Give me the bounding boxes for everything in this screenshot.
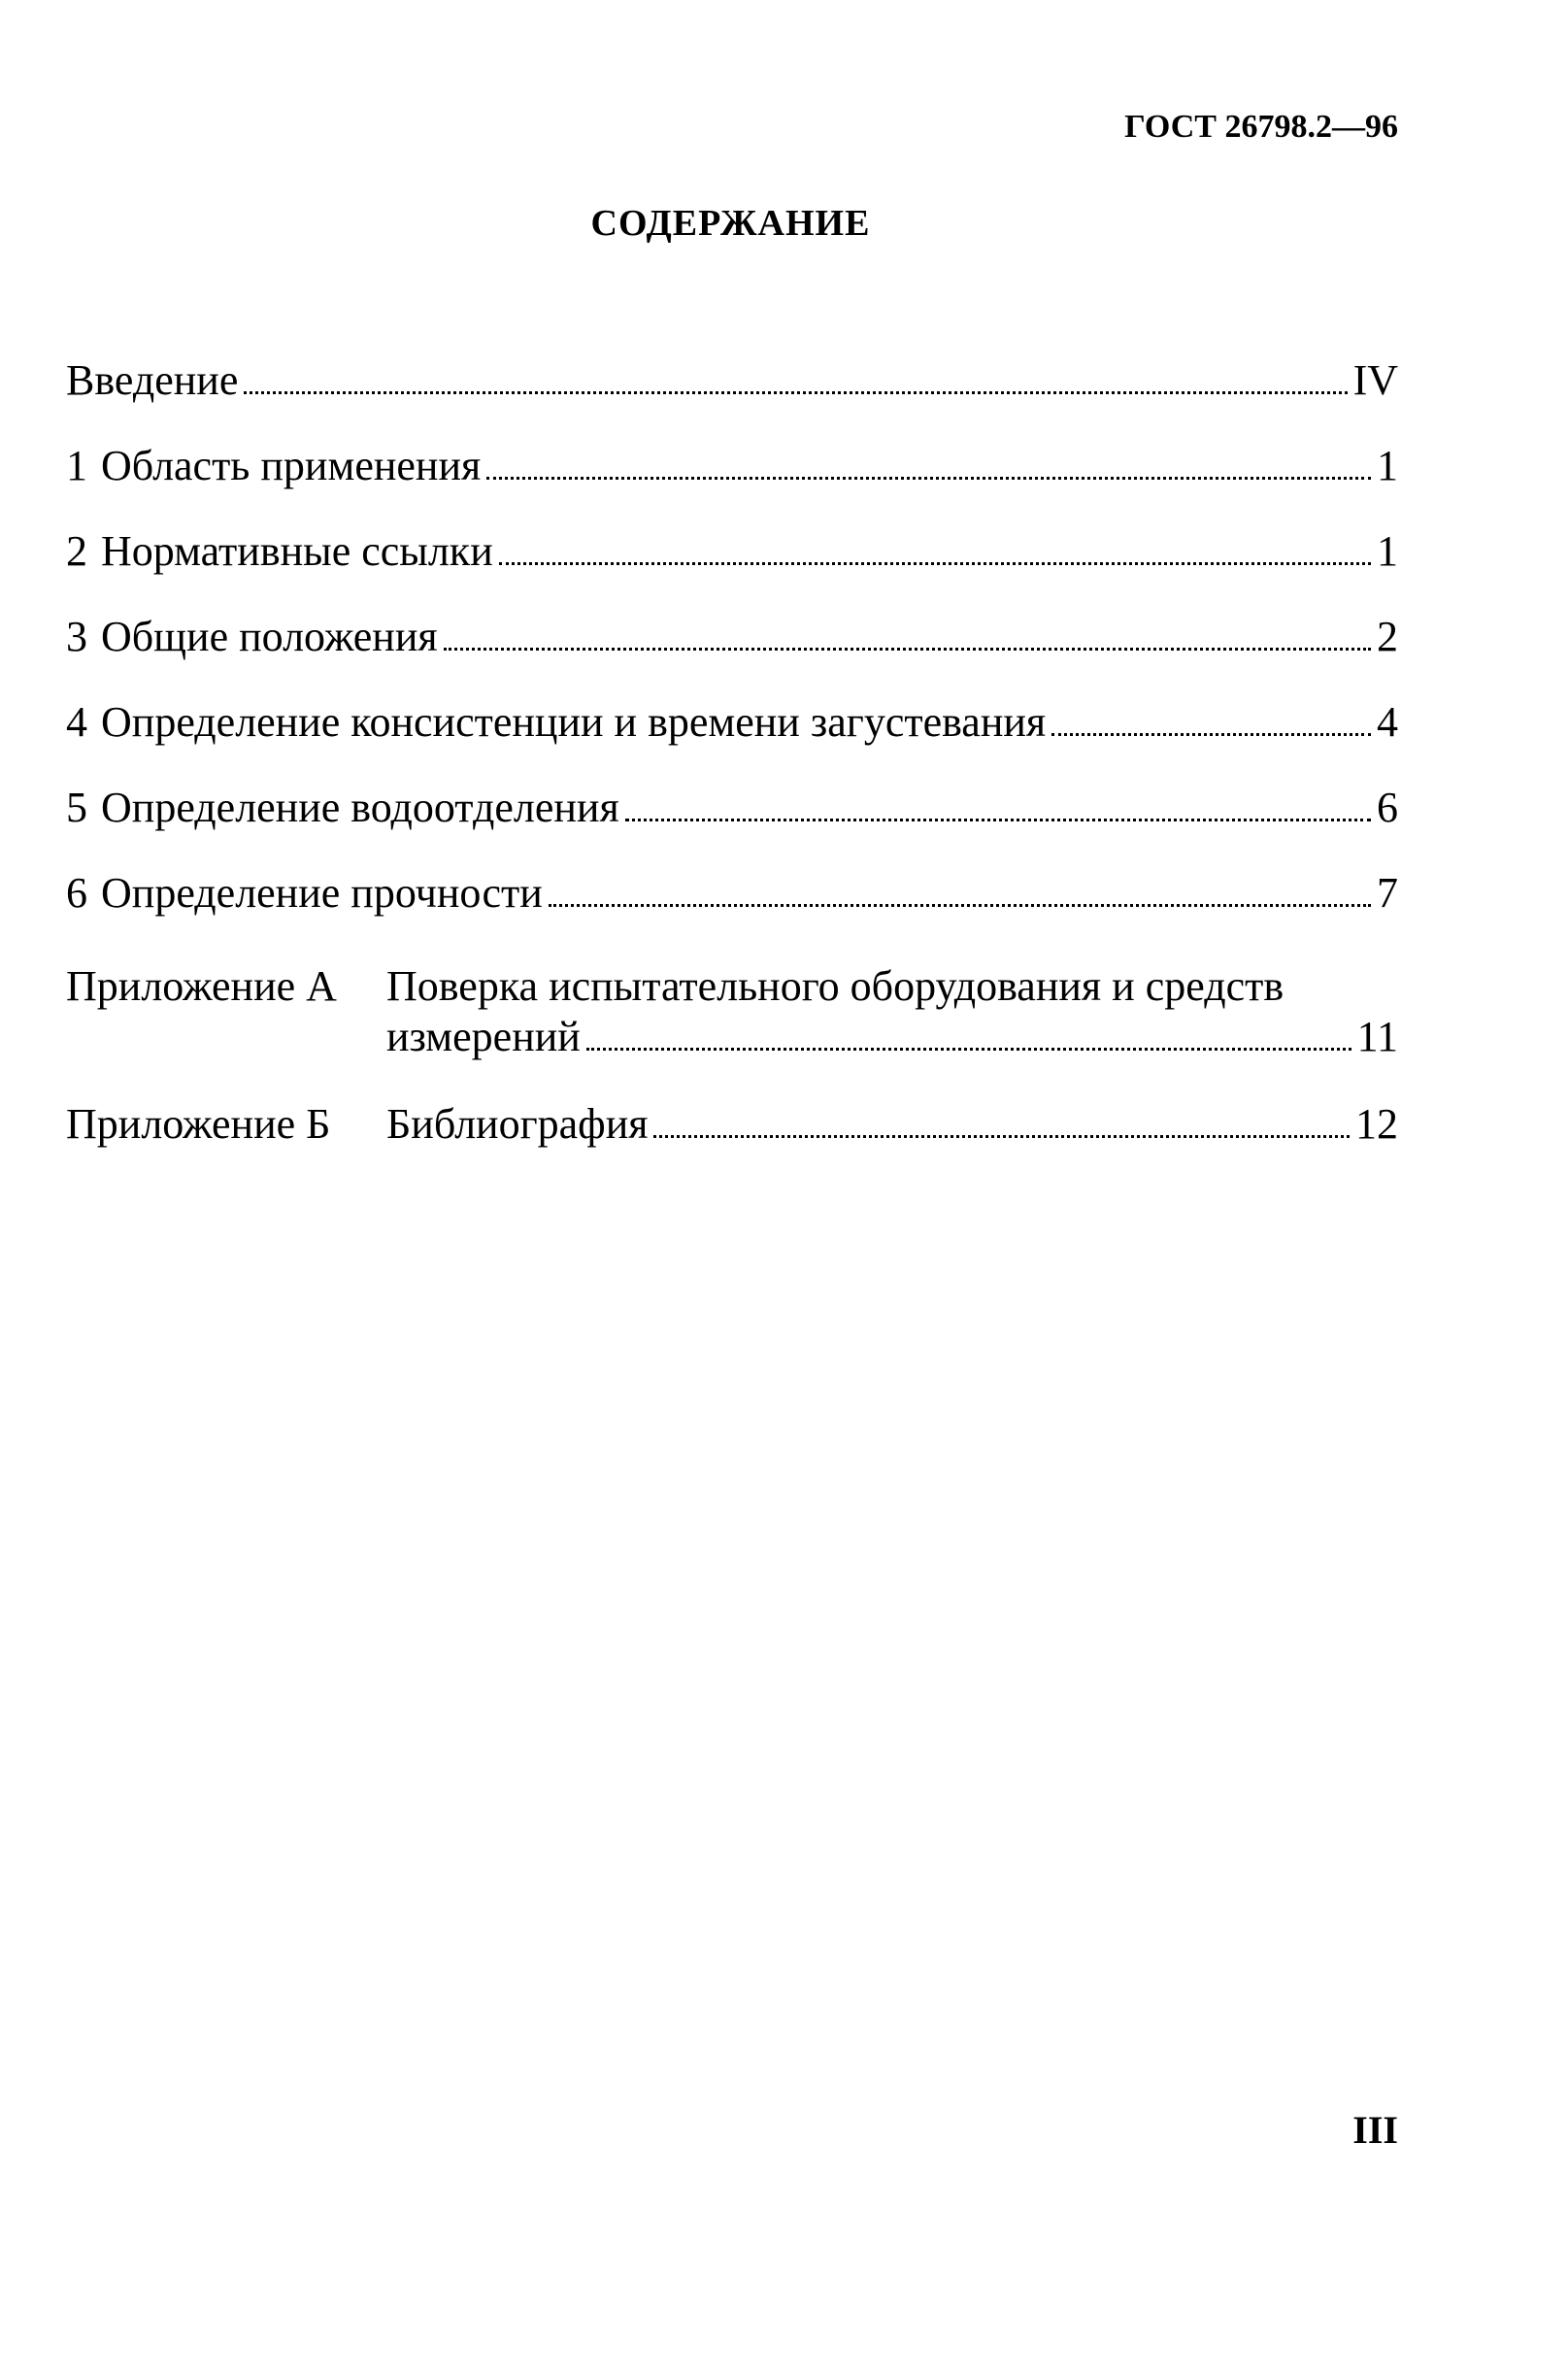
toc-entry-label: Общие положения: [101, 613, 438, 660]
toc-entry-consistency[interactable]: [66, 698, 1398, 787]
toc-entry-label: Область применения: [101, 442, 482, 489]
toc-leader-dots: [586, 1048, 1351, 1051]
toc-entry-page: 6: [1377, 784, 1398, 831]
toc-entry-scope[interactable]: [66, 442, 1398, 530]
toc-entry-page: 11: [1356, 1013, 1398, 1060]
toc-entry-page: 2: [1377, 613, 1398, 660]
toc-entry-page: 7: [1377, 869, 1398, 917]
toc-entry-number: 6: [66, 869, 87, 917]
appendix-title: Библиография: [386, 1100, 649, 1148]
toc-entry-page: IV: [1352, 356, 1398, 404]
toc-entry-label: Нормативные ссылки: [101, 527, 493, 575]
toc-entry-label: Введение: [66, 356, 239, 404]
toc-entry-number: 3: [66, 613, 87, 660]
toc-entry-appendix-a[interactable]: [66, 961, 1398, 1062]
toc-leader-dots: [549, 904, 1371, 907]
toc-leader-dots: [444, 648, 1371, 651]
toc-entry-references[interactable]: [66, 527, 1398, 616]
toc-entry-page: 12: [1355, 1100, 1398, 1148]
toc-entry-strength[interactable]: [66, 869, 1398, 957]
toc-entry-number: 1: [66, 442, 87, 489]
table-of-contents: [66, 356, 1398, 1150]
toc-entry-label: Определение водоотделения: [101, 784, 619, 831]
appendix-prefix: Приложение А: [66, 962, 337, 1010]
toc-entry-page: 1: [1377, 442, 1398, 489]
toc-entry-page: 1: [1377, 527, 1398, 575]
toc-entry-page: 4: [1377, 698, 1398, 746]
toc-entry-number: 5: [66, 784, 87, 831]
toc-entry-water-separation[interactable]: [66, 784, 1398, 872]
toc-entry-appendix-b[interactable]: [66, 1099, 1398, 1150]
toc-leader-dots: [244, 391, 1347, 394]
toc-leader-dots: [625, 819, 1371, 821]
toc-leader-dots: [1051, 733, 1371, 736]
page-number: III: [1352, 2108, 1398, 2152]
appendix-prefix: Приложение Б: [66, 1100, 331, 1148]
toc-leader-dots: [499, 562, 1371, 565]
toc-entry-label: Определение консистенции и времени загустевания: [101, 698, 1047, 746]
toc-title: СОДЕРЖАНИЕ: [590, 203, 871, 244]
toc-entry-introduction[interactable]: [66, 356, 1398, 445]
toc-entry-general[interactable]: [66, 613, 1398, 701]
toc-leader-dots: [486, 477, 1371, 480]
toc-entry-label: Определение прочности: [101, 869, 543, 917]
toc-entry-number: 2: [66, 527, 87, 575]
appendix-title-line-1: Поверка испытательного оборудования и средств: [386, 962, 1284, 1010]
toc-leader-dots: [653, 1135, 1350, 1138]
document-code: ГОСТ 26798.2—96: [1124, 109, 1398, 145]
toc-entry-number: 4: [66, 698, 87, 746]
appendix-title-line-2: измерений: [386, 1013, 581, 1060]
